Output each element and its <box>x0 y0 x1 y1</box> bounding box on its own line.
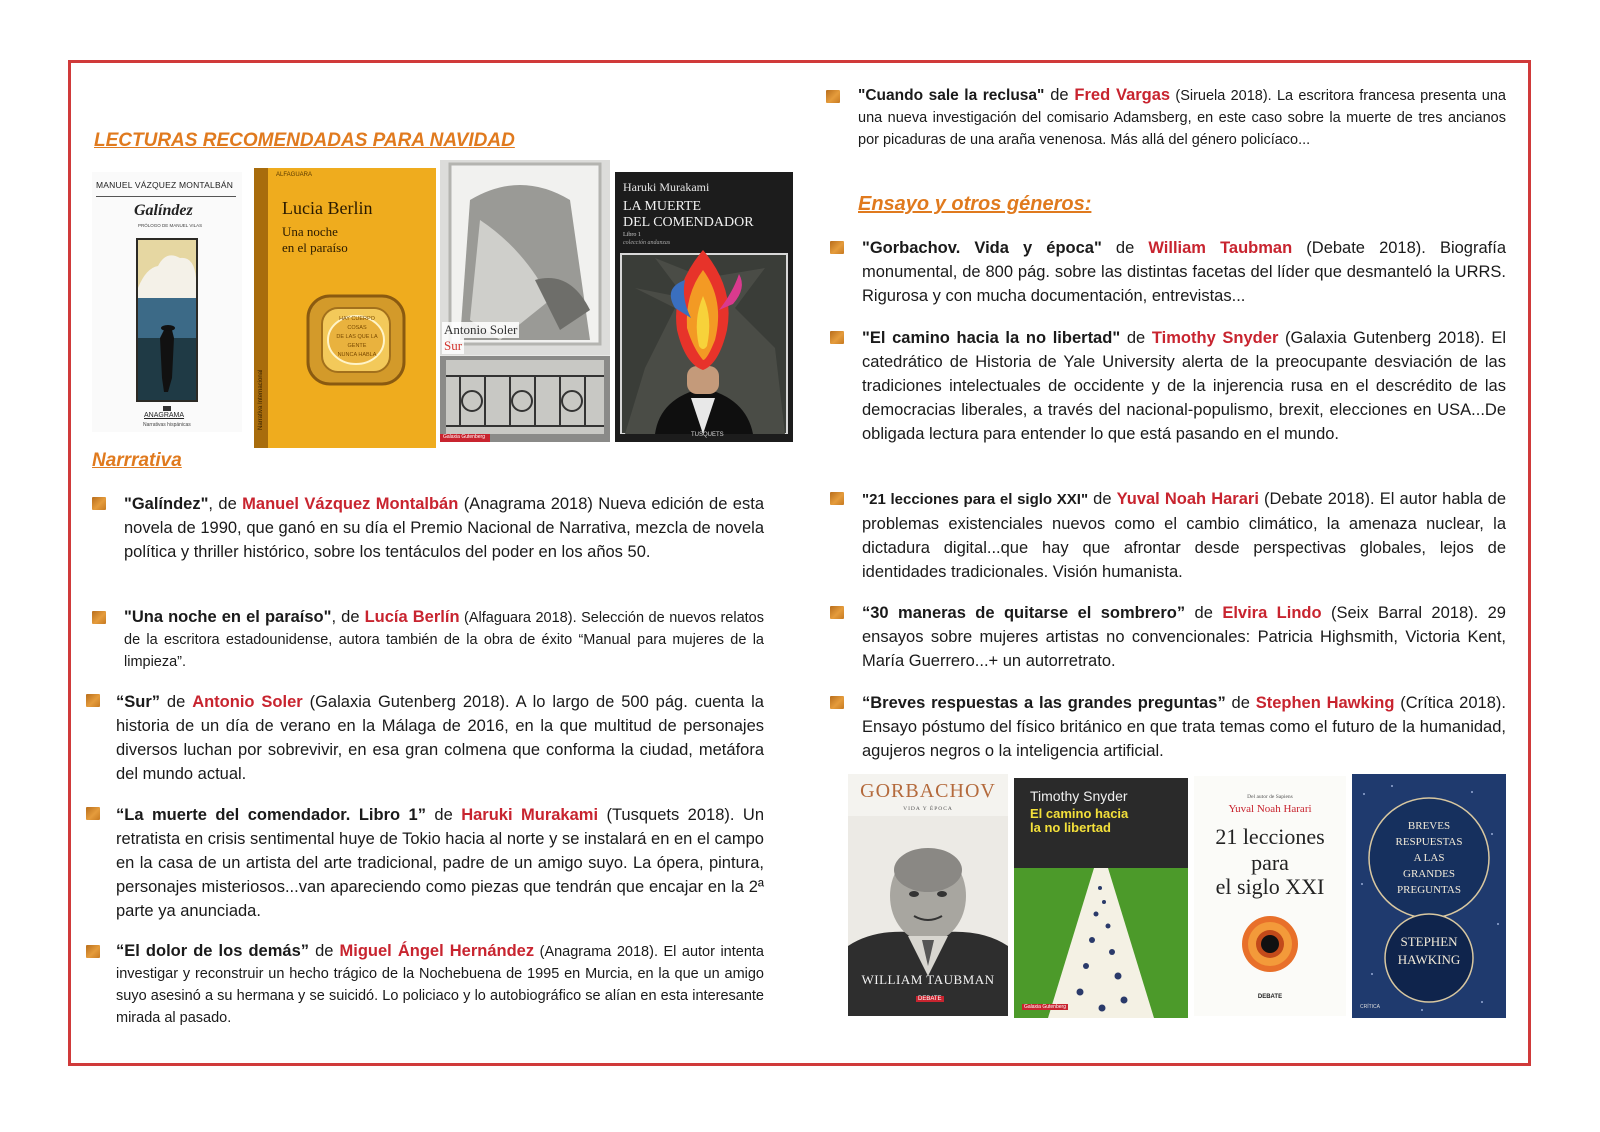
entry-harari: "21 lecciones para el siglo XXI" de Yuval Noah Harari (Debate 2018). El autor habla de problemas existenciales nuevos como el cambio climático, la amenaza nuclear, la dictadura digital...que hay que afrontar desde perspectivas globales, lejos de identidades tradicionales. Visión humanista. <box>862 490 1506 581</box>
entry-galindez: "Galíndez", de Manuel Vázquez Montalbán (Anagrama 2018) Nueva edición de esta novela de 1990, que ganó en su día el Premio Nacional de Narrativa, mezcla de novela política y thriller histórico, sobre los tentáculos del poder en los años 50. <box>124 495 764 561</box>
entry-title: "Galíndez" <box>124 495 209 513</box>
entry-text: (Crítica 2018). Ensayo póstumo del físico británico en que trata temas como el futuro de la humanidad, agujeros negros o la inteligencia artificial. <box>862 694 1506 760</box>
ashtray-text-1: HAY CUERPO <box>339 316 375 322</box>
cover-author: Haruki Murakami <box>623 180 710 194</box>
entry-reclusa: "Cuando sale la reclusa" de Fred Vargas (Siruela 2018). La escritora francesa presenta una una nueva investigación del comisario Adamsberg, en este caso sobre la muerte de tres ancianos por picaduras de una araña venenosa. Más allá del género policíaco... <box>858 86 1506 148</box>
cover-publisher: TUSQUETS <box>691 432 724 438</box>
cover-title-line-2: en el paraíso <box>282 240 348 255</box>
entry-el-dolor: “El dolor de los demás” de Miguel Ángel Hernández (Anagrama 2018). El autor intenta investigar y reconstruir un hecho trágico de la Nochebuena de 1995 en Murcia, en la que un amigo suyo asesinó a su hermana y se suicidó. Lo policiaco y lo autobiográfico se alían en esta interesante mirada al pasado. <box>116 942 764 1026</box>
cover-galindez <box>92 172 242 432</box>
entry-author: Yuval Noah Harari <box>1116 490 1259 508</box>
cover-publisher: CRÍTICA <box>1360 1004 1380 1010</box>
entry-title: "21 lecciones para el siglo XXI" <box>862 491 1089 508</box>
cover-author: Antonio Soler <box>444 322 518 337</box>
bullet-icon <box>86 945 100 958</box>
entry-author: Lucía Berlín <box>364 608 460 626</box>
ashtray-text-2: COSAS <box>347 325 367 331</box>
right-column <box>824 60 1514 1060</box>
entry-author: Stephen Hawking <box>1255 694 1395 712</box>
divider <box>96 196 236 197</box>
entry-title: “La muerte del comendador. Libro 1” <box>116 806 426 824</box>
cover-author-line-2: HAWKING <box>1397 952 1461 967</box>
cover-author-line: MANUEL VÁZQUEZ MONTALBÁN <box>96 180 234 190</box>
cover-title-line-2: RESPUESTAS <box>1395 836 1463 848</box>
entry-author: Miguel Ángel Hernández <box>339 942 535 960</box>
cover-title-line-3: el siglo XXI <box>1215 874 1325 899</box>
bullet-icon <box>86 694 100 707</box>
cover-author-line-1: STEPHEN <box>1400 934 1458 949</box>
bullet-icon <box>830 331 844 344</box>
entry-author: Fred Vargas <box>1074 86 1171 104</box>
ashtray-illustration <box>304 292 408 388</box>
bullet-icon <box>86 807 100 820</box>
cover-brand: ALFAGUARA <box>276 172 313 178</box>
cover-una-noche <box>254 168 436 448</box>
eye-icon <box>1240 914 1300 974</box>
cover-title: GORBACHOV <box>860 780 996 802</box>
cover-title: Sur <box>444 338 463 353</box>
cover-title-line-1: El camino hacia <box>1030 806 1129 821</box>
cover-subtitle: PRÓLOGO DE MANUEL VILAS <box>138 223 203 228</box>
bullet-icon <box>92 497 106 510</box>
entry-author: Manuel Vázquez Montalbán <box>242 495 459 513</box>
cover-publisher: DEBATE <box>918 996 942 1002</box>
entry-text: (Seix Barral 2018). 29 ensayos sobre mujeres artistas no convencionales: Patricia Highsmith, Victoria Kent, María Guerrero...+ un autorretrato. <box>862 604 1506 670</box>
entry-sur: “Sur” de Antonio Soler (Galaxia Gutenberg 2018). A lo largo de 500 pág. cuenta la historia de un día de verano en la Málaga de 2016, en la que multitud de personajes diversos luchan por sobrevivir, en esa gran colmena que conforma la ciudad, metáfora del mundo actual. <box>116 693 764 783</box>
left-column <box>88 60 778 1060</box>
cover-publisher: Galaxia Gutenberg <box>1024 1004 1066 1010</box>
entry-title: "Cuando sale la reclusa" <box>858 87 1045 104</box>
bullet-icon <box>830 241 844 254</box>
entry-text: (Tusquets 2018). Un retratista en crisis sentimental huye de Tokio hacia al norte y se instalará en en el campo en la casa de un artista del arte tradicional, padre de un amigo suyo. La ópera, pintura, personajes misteriosos...van apareciendo como piezas que tendrán que encajar en la 2ª parte ya anunciada. <box>116 806 764 920</box>
entry-text: (Alfaguara 2018). Selección de nuevos relatos de la escritora estadounidense, autora también de la obra de éxito “Manual para mujeres de la limpieza”. <box>124 610 765 670</box>
cover-pre-title: Del autor de Sapiens <box>1247 794 1293 800</box>
cover-title: Galíndez <box>134 202 193 219</box>
entry-snyder: "El camino hacia la no libertad" de Timothy Snyder (Galaxia Gutenberg 2018). El catedrático de Historia de Yale University alerta de la preocupante desviación de las tradiciones intelectuales de occidente y de la injerencia rusa en el descrédito de las democracias liberales, a través del nacional-populismo, brexit, elecciones en USA...De obligada lectura para entender lo que está pasando en el mundo. <box>862 329 1506 443</box>
entry-text: (Anagrama 2018) Nueva edición de esta novela de 1990, que ganó en su día el Premio Nacional de Narrativa, mezcla de novela política y thriller histórico, sobre los tentáculos del poder en los años 50. <box>124 495 764 561</box>
cover-snyder <box>1014 778 1188 1018</box>
cover-spine-text: Narrativa Internacional <box>258 369 264 430</box>
entry-hawking: “Breves respuestas a las grandes preguntas” de Stephen Hawking (Crítica 2018). Ensayo póstumo del físico británico en que trata temas como el futuro de la humanidad, agujeros negros o la inteligencia artificial. <box>862 694 1506 760</box>
main-heading: LECTURAS RECOMENDADAS PARA NAVIDAD <box>94 130 515 151</box>
cover-illustration <box>615 248 793 434</box>
cover-author: Lucia Berlin <box>282 198 373 218</box>
cover-title-line-1: 21 lecciones <box>1215 824 1325 849</box>
cover-illustration <box>136 238 198 402</box>
entry-author: Timothy Snyder <box>1151 329 1279 347</box>
cover-publisher: Galaxia Gutenberg <box>443 434 485 440</box>
entry-lindo: “30 maneras de quitarse el sombrero” de Elvira Lindo (Seix Barral 2018). 29 ensayos sobre mujeres artistas no convencionales: Patricia Highsmith, Victoria Kent, María Guerrero...+ un autorretrato. <box>862 604 1506 670</box>
bullet-icon <box>830 696 844 709</box>
cover-hawking <box>1352 774 1506 1018</box>
bullet-icon <box>830 492 844 505</box>
entry-text: (Debate 2018). Biografía monumental, de 800 pág. sobre las distintas facetas del líder que desmanteló la URRS. Rigurosa y con mucha documentación, entrevistas... <box>862 239 1506 305</box>
entry-author: Antonio Soler <box>192 693 303 711</box>
cover-title-line-2: DEL COMENDADOR <box>623 215 754 230</box>
bullet-icon <box>92 611 106 624</box>
cover-illustration <box>1014 868 1188 1018</box>
ashtray-text-3: DE LAS QUE LA <box>336 334 378 340</box>
entry-author: Elvira Lindo <box>1222 604 1322 622</box>
cover-title-line-2: la no libertad <box>1030 820 1111 835</box>
cover-author: WILLIAM TAUBMAN <box>861 972 995 987</box>
entry-text: (Siruela 2018). La escritora francesa presenta una una nueva investigación del comisario Adamsberg, en este caso sobre la muerte de tres ancianos por picaduras de una araña venenosa. Más allá del género policíaco... <box>858 88 1506 148</box>
cover-title-line-1: LA MUERTE <box>623 199 702 214</box>
entry-title: “Breves respuestas a las grandes preguntas” <box>862 694 1226 712</box>
entry-author: Haruki Murakami <box>461 806 599 824</box>
cover-series: colección andanzas <box>623 240 671 246</box>
ashtray-text-4: GENTE <box>347 343 367 349</box>
cover-volume: Libro 1 <box>623 232 641 238</box>
cover-title-line-1: Una noche <box>282 224 338 239</box>
cover-publisher: DEBATE <box>1257 994 1283 1000</box>
entry-title: "Gorbachov. Vida y época" <box>862 239 1102 257</box>
ashtray-text-5: NUNCA HABLA <box>337 352 377 358</box>
entry-title: “30 maneras de quitarse el sombrero” <box>862 604 1186 622</box>
cover-gorbachov <box>848 774 1008 1016</box>
entry-title: "El camino hacia la no libertad" <box>862 329 1121 347</box>
cover-title-line-2: para <box>1251 850 1289 875</box>
entry-author: William Taubman <box>1148 239 1293 257</box>
cover-sur <box>440 160 610 442</box>
entry-title: "Una noche en el paraíso" <box>124 608 332 626</box>
entry-text: (Debate 2018). El autor habla de problemas existenciales nuevos como el cambio climático, la amenaza nuclear, la dictadura digital...que hay que afrontar desde perspectivas globales, lejos de identidades tradicionales. Visión humanista. <box>862 490 1506 581</box>
cover-subtitle: VIDA Y ÉPOCA <box>903 806 953 812</box>
cover-title-line-3: A LAS <box>1413 852 1445 864</box>
entry-title: “Sur” <box>116 693 161 711</box>
cover-title-line-1: BREVES <box>1407 820 1451 832</box>
entry-una-noche: "Una noche en el paraíso", de Lucía Berlín (Alfaguara 2018). Selección de nuevos relatos de la escritora estadounidense, autora también de la obra de éxito “Manual para mujeres de la limpieza”. <box>124 608 765 670</box>
entry-gorbachov: "Gorbachov. Vida y época" de William Taubman (Debate 2018). Biografía monumental, de 800 pág. sobre las distintas facetas del líder que desmanteló la URRS. Rigurosa y con mucha documentación, entrevistas... <box>862 239 1506 305</box>
entry-text: (Galaxia Gutenberg 2018). A lo largo de 500 pág. cuenta la historia de un día de verano en la Málaga de 2016, en la que multitud de personajes diversos luchan por sobrevivir, en esa gran colmena que conforma la ciudad, metáfora del mundo actual. <box>116 693 764 783</box>
cover-author: Yuval Noah Harari <box>1228 803 1312 815</box>
publisher-logo-icon <box>163 406 171 411</box>
cover-series: Narrativas hispánicas <box>143 422 191 428</box>
cover-author: Timothy Snyder <box>1030 788 1128 804</box>
cover-murakami <box>615 172 793 442</box>
ensayo-heading: Ensayo y otros géneros: <box>858 193 1092 215</box>
narrativa-heading: Narrrativa <box>92 450 182 471</box>
entry-title: “El dolor de los demás” <box>116 942 309 960</box>
bullet-icon <box>830 606 844 619</box>
cover-photo-balcony <box>440 356 610 442</box>
entry-text: (Galaxia Gutenberg 2018). El catedrático de Historia de Yale University alerta de la preocupante desviación de las tradiciones intelectuales de occidente y de la injerencia rusa en el descrédito de las democracias liberales, a través del nacional-populismo, brexit, elecciones en USA...De obligada lectura para entender lo que está pasando en el mundo. <box>862 329 1506 443</box>
cover-publisher: ANAGRAMA <box>144 412 185 419</box>
cover-title-line-5: PREGUNTAS <box>1397 884 1461 896</box>
cover-illustration <box>1352 774 1506 1018</box>
bullet-icon <box>826 90 840 103</box>
cover-harari <box>1194 776 1346 1016</box>
entry-murakami: “La muerte del comendador. Libro 1” de Haruki Murakami (Tusquets 2018). Un retratista en crisis sentimental huye de Tokio hacia al norte y se instalará en en el campo en la casa de un artista del arte tradicional, padre de un amigo suyo. La ópera, pintura, personajes misteriosos...van apareciendo como piezas que tendrán que encajar en la 2ª parte ya anunciada. <box>116 806 764 920</box>
entry-text: (Anagrama 2018). El autor intenta investigar y reconstruir un hecho trágico de la Nochebuena de 1995 en Murcia, en la que un amigo suyo asesinó a su hermana y se suicidó. Lo policiaco y lo autobiográfico se alían en esta interesante mirada al pasado. <box>116 944 764 1026</box>
cover-title-line-4: GRANDES <box>1403 868 1455 880</box>
